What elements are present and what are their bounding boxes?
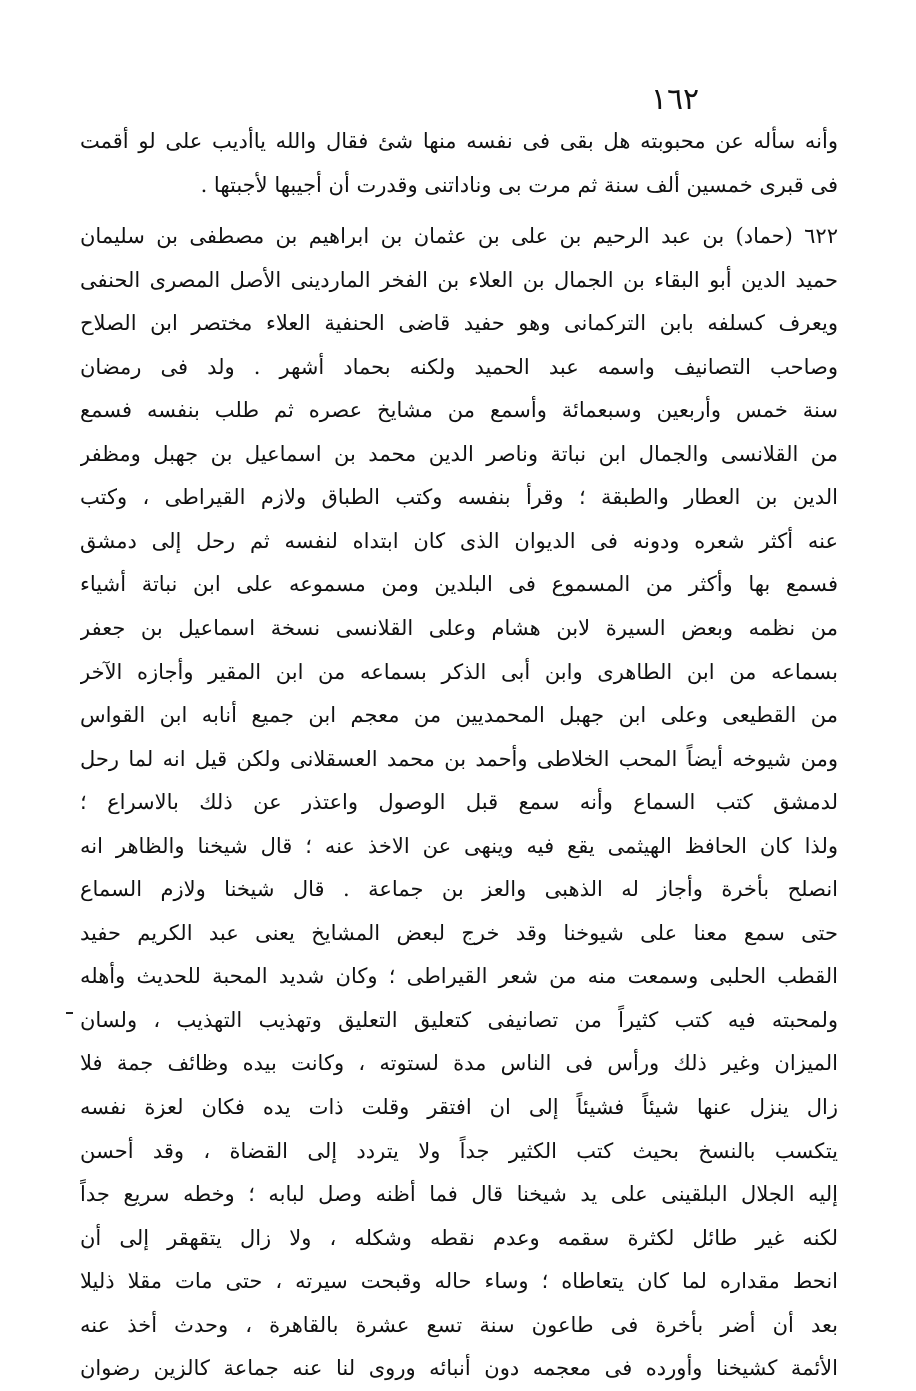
text-line: الدين بن العطار والطبقة ؛ وقرأ بنفسه وكتب الطباق ولازم القيراطى ، وكتب (80, 485, 838, 510)
text-line: يتكسب بالنسخ بحيث كتب الكثير جداً ولا يتردد إلى القضاة ، وقد أحسن (80, 1138, 838, 1163)
text-line: الميزان وغير ذلك ورأس فى الناس مدة لستوته ، وكانت بيده وظائف جمة فلا (80, 1051, 838, 1076)
text-line: بسماعه من ابن الطاهرى وابن أبى الذكر بسماعه من ابن المقير وأجازه الآخر (80, 659, 838, 684)
text-line: انحط مقداره لما كان يتعاطاه ؛ وساء حاله وقبحت سيرته ، حتى مات مقلا ذليلا (80, 1269, 838, 1294)
text-line: فسمع بها وأكثر من المسموع فى البلدين ومن مسموعه على ابن نباتة أشياء (80, 572, 838, 597)
text-line: وصاحب التصانيف واسمه عبد الحميد ولكنه بحماد أشهر . ولد فى رمضان (80, 354, 838, 379)
text-line: ولمحبته فيه كتب كثيراً من تصانيفى كتعليق التعليق وتهذيب التهذيب ، ولسان (80, 1007, 838, 1032)
text-line: إليه الجلال البلقينى على يد شيخنا قال فما أظنه وصل لبابه ؛ وخطه سريع جداً (80, 1182, 838, 1207)
text-line: من القطيعى وعلى ابن جهبل المحمديين من معجم ابن جميع أنابه ابن القواس (80, 703, 838, 728)
text-line: فى قبرى خمسين ألف سنة ثم مرت بى وناداتنى وقدرت أن أجيبها لأجبتها . (200, 172, 838, 197)
margin-mark (66, 1012, 73, 1014)
text-line: من القلانسى والجمال ابن نباتة وناصر الدين محمد بن اسماعيل بن جهبل ومظفر (80, 441, 838, 466)
text-line: القطب الحلبى وسمعت منه من شعر القيراطى ؛ وكان شديد المحبة للحديث وأهله (80, 964, 838, 989)
text-line: سنة خمس وأربعين وسبعمائة وأسمع من مشايخ عصره ثم طلب بنفسه فسمع (80, 398, 838, 423)
page-number: ١٦٢ (650, 82, 700, 117)
text-line: الأئمة كشيخنا وأورده فى معجمه دون أنبائه وروى لنا عنه جماعة كالزين رضوان (80, 1356, 838, 1381)
text-line: ويعرف كسلفه بابن التركمانى وهو حفيد قاضى الحنفية العلاء مختصر ابن الصلاح (80, 311, 838, 336)
text-line: حميد الدين أبو البقاء بن الجمال بن العلاء بن الفخر الماردينى الأصل المصرى الحنفى (80, 267, 838, 292)
paragraph-gap (80, 207, 838, 215)
text-line: ومن شيوخه أيضاً المحب الخلاطى وأحمد بن محمد العسقلانى ولكن قيل انه لما رحل (80, 746, 838, 771)
text-line: زال ينزل عنها شيئاً فشيئاً إلى ان افتقر وقلت ذات يده فكان لعزة نفسه (80, 1095, 838, 1120)
text-line: انصلح بأخرة وأجاز له الذهبى والعز بن جماعة . قال شيخنا ولازم السماع (80, 877, 838, 902)
text-line: حتى سمع معنا على شيوخنا وقد خرج لبعض المشايخ يعنى عبد الكريم حفيد (80, 920, 838, 945)
text-line: لدمشق كتب السماع وأنه سمع قبل الوصول واعتذر عن ذلك بالاسراع ؛ (80, 790, 838, 815)
text-line: من نظمه وبعض السيرة لابن هشام وعلى القلانسى نسخة اسماعيل بن جعفر (80, 616, 838, 641)
text-line: ولذا كان الحافظ الهيثمى يقع فيه وينهى عن الاخذ عنه ؛ قال شيخنا والظاهر انه (80, 833, 838, 858)
text-line: لكنه غير طائل لكثرة سقمه وعدم نقطه وشكله ، ولا زال يتقهقر إلى أن (80, 1225, 838, 1250)
text-line: بعد أن أضر بأخرة فى طاعون سنة تسع عشرة بالقاهرة ، وحدث أخذ عنه (80, 1312, 838, 1337)
text-line: عنه أكثر شعره ودونه فى الديوان الذى كان ابتداه لنفسه ثم رحل إلى دمشق (80, 528, 838, 553)
entry-heading-line: ٦٢٢ (حماد) بن عبد الرحيم بن على بن عثمان بن ابراهيم بن مصطفى بن سليمان (80, 224, 838, 249)
text-line: وأنه سأله عن محبوبته هل بقى فى نفسه منها شئ فقال والله ياأديب على لو أقمت (80, 129, 838, 153)
body-text (80, 120, 838, 1391)
